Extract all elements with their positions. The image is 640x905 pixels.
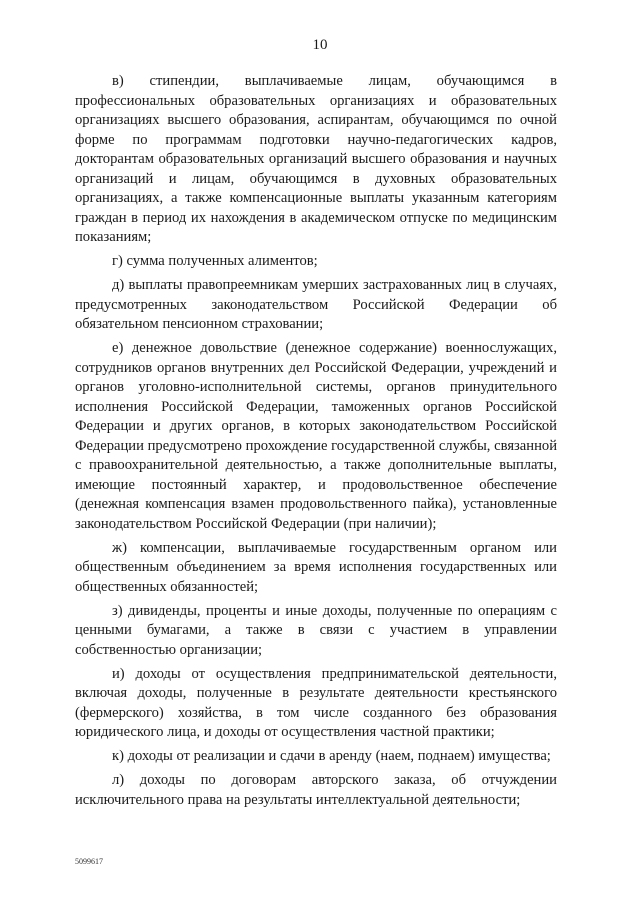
paragraph-zh: ж) компенсации, выплачиваемые государственным органом или общественным объединением за время исполнения государственных или общественных обязанностей;	[75, 539, 557, 595]
page-number: 10	[312, 37, 328, 53]
paragraph-k: к) доходы от реализации и сдачи в аренду (наем, поднаем) имущества;	[112, 748, 551, 764]
paragraph-e: е) денежное довольствие (денежное содержание) военнослужащих, сотрудников органов внутренних дел Российской Федерации, учреждений и органов уголовно-исполнительной системы, органов принудительного исполнения Российской Федерации, таможенных органов Российской Федерации и других органов, в которых законодательством Российской Федерации предусмотрено прохождение государственной службы, связанной с правоохранительной деятельностью, а также дополнительные выплаты, имеющие постоянный характер, и продовольственное обеспечение (денежная компенсация взамен продовольственного пайка), установленные законодательством Российской Федерации (при наличии);	[75, 340, 557, 532]
document-body	[75, 72, 557, 815]
paragraph-g: г) сумма полученных алиментов;	[112, 253, 318, 269]
paragraph-i: и) доходы от осуществления предпринимательской деятельности, включая доходы, полученные в результате деятельности крестьянского (фермерского) хозяйства, в том числе созданного без образования юридического лица, и доходы от осуществления частной практики;	[75, 665, 557, 740]
paragraph-z: з) дивиденды, проценты и иные доходы, полученные по операциям с ценными бумагами, а также в связи с участием в управлении собственностью организации;	[75, 602, 557, 658]
document-code: 5099617	[75, 857, 103, 866]
paragraph-v: в) стипендии, выплачиваемые лицам, обучающимся в профессиональных образовательных организациях и образовательных организациях высшего образования, аспирантам, обучающимся по очной форме по программам подготовки научно-педагогических кадров, докторантам образовательных организаций высшего образования и научных организаций и лицам, обучающимся в духовных образовательных организациях, а также компенсационные выплаты указанным категориям граждан в период их нахождения в академическом отпуске по медицинским показаниям;	[75, 73, 557, 245]
paragraph-d: д) выплаты правопреемникам умерших застрахованных лиц в случаях, предусмотренных законодательством Российской Федерации об обязательном пенсионном страховании;	[75, 277, 557, 332]
paragraph-l: л) доходы по договорам авторского заказа, об отчуждении исключительного права на результаты интеллектуальной деятельности;	[75, 772, 557, 808]
